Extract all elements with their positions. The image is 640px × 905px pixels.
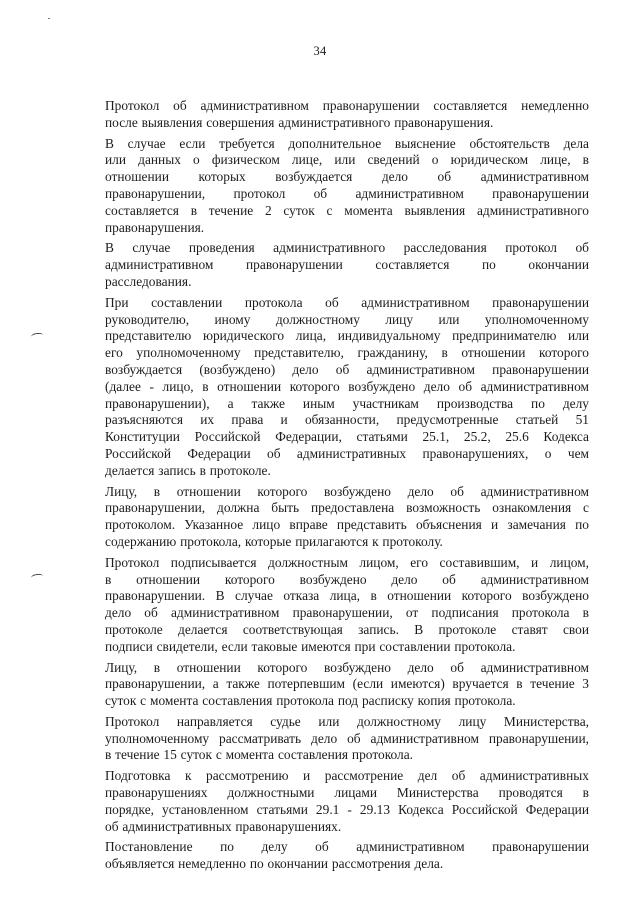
text-line: Российской Федерации об административных правонарушениях, о чем [105, 445, 589, 461]
text-line: Протокол об административном правонарушении составляется немедленно [105, 98, 589, 113]
text-line: правонарушении, протокол об административном правонарушении [105, 185, 589, 201]
document-body [80, 98, 589, 877]
text-line: В случае проведения административного расследования протокол об [105, 240, 589, 256]
text-line: Протокол подписывается должностным лицом, его составившим, и лицом, [105, 554, 589, 570]
text-line: (далее - лицо, в отношении которого возбуждено дело об административном [105, 378, 589, 394]
text-line: дело об административном правонарушении, от подписания протокола в [105, 605, 589, 621]
text-line: правонарушении, должна быть предоставлена возможность ознакомления с [105, 500, 589, 516]
text-line: административном правонарушении составляется по окончании [105, 257, 589, 273]
text-line: подписи свидетели, если таковые имеются при составлении протокола. [105, 638, 516, 654]
text-line: правонарушении), а также иным участникам производства по делу [105, 395, 589, 411]
text-line: об административных правонарушениях. [105, 818, 342, 834]
paragraph [80, 98, 589, 132]
text-line: делается запись в протоколе. [105, 462, 271, 478]
text-line: в течение 15 суток с момента составления протокола. [105, 747, 414, 763]
paragraph [80, 484, 589, 551]
scan-speck [48, 18, 50, 19]
paragraph [80, 240, 589, 290]
text-line: содержанию протокола, которые прилагаются к протоколу. [105, 533, 443, 549]
text-line: протоколом. Указанное лицо вправе представить объяснения и замечания по [105, 517, 589, 533]
text-line: При составлении протокола об административном правонарушении [105, 294, 589, 310]
margin-bracket-mark [31, 332, 44, 340]
paragraph [80, 839, 589, 873]
text-line: объявляется немедленно по окончании рассмотрения дела. [105, 856, 444, 872]
page-number: 34 [313, 44, 327, 58]
text-line: после выявления совершения административного правонарушения. [105, 114, 494, 130]
paragraph [80, 555, 589, 656]
text-line: Лицу, в отношении которого возбуждено дело об административном [105, 483, 589, 499]
text-line: порядке, установленном статьями 29.1 - 29.13 Кодекса Российской Федерации [105, 801, 589, 817]
paragraph [80, 295, 589, 480]
text-line: в отношении которого возбуждено дело об административном [105, 571, 589, 587]
text-line: В случае если требуется дополнительное выяснение обстоятельств дела [105, 135, 589, 151]
text-line: его уполномоченному представителю, гражданину, в отношении которого [105, 345, 589, 361]
paragraph [80, 714, 589, 764]
text-line: уполномоченному рассматривать дело об административном правонарушении, [105, 730, 589, 746]
text-line: протоколе делается соответствующая запись. В протоколе ставят свои [105, 621, 589, 637]
text-line: руководителю, иному должностному лицу или уполномоченному [105, 311, 589, 327]
paragraph [80, 136, 589, 237]
text-line: или данных о физическом лице, или сведений о юридическом лице, в [105, 152, 589, 168]
text-line: Постановление по делу об административном правонарушении [105, 839, 589, 855]
text-line: составляется в течение 2 суток с момента выявления административного [105, 202, 589, 218]
margin-bracket-mark [31, 573, 44, 581]
text-line: правонарушениях должностными лицами Министерства проводятся в [105, 785, 589, 801]
text-line: возбуждается (возбуждено) дело об административном правонарушении [105, 361, 589, 377]
text-line: расследования. [105, 273, 192, 289]
text-line: отношении которых возбуждается дело об административном [105, 169, 589, 185]
text-line: суток с момента составления протокола под расписку копия протокола. [105, 693, 516, 709]
text-line: Протокол направляется судье или должностному лицу Министерства, [105, 713, 589, 729]
text-line: правонарушении, а также потерпевшим (если имеются) вручается в течение 3 [105, 676, 589, 692]
text-line: правонарушения. [105, 219, 205, 235]
paragraph [80, 768, 589, 835]
text-line: правонарушении. В случае отказа лица, в отношении которого возбуждено [105, 588, 589, 604]
text-line: Конституции Российской Федерации, статьями 25.1, 25.2, 25.6 Кодекса [105, 429, 589, 445]
text-line: представителю юридического лица, индивидуальному предпринимателю или [105, 328, 589, 344]
text-line: разъясняются их права и обязанности, предусмотренные статьей 51 [105, 412, 589, 428]
text-line: Подготовка к рассмотрению и рассмотрение дел об административных [105, 768, 589, 784]
paragraph [80, 660, 589, 710]
text-line: Лицу, в отношении которого возбуждено дело об административном [105, 659, 589, 675]
